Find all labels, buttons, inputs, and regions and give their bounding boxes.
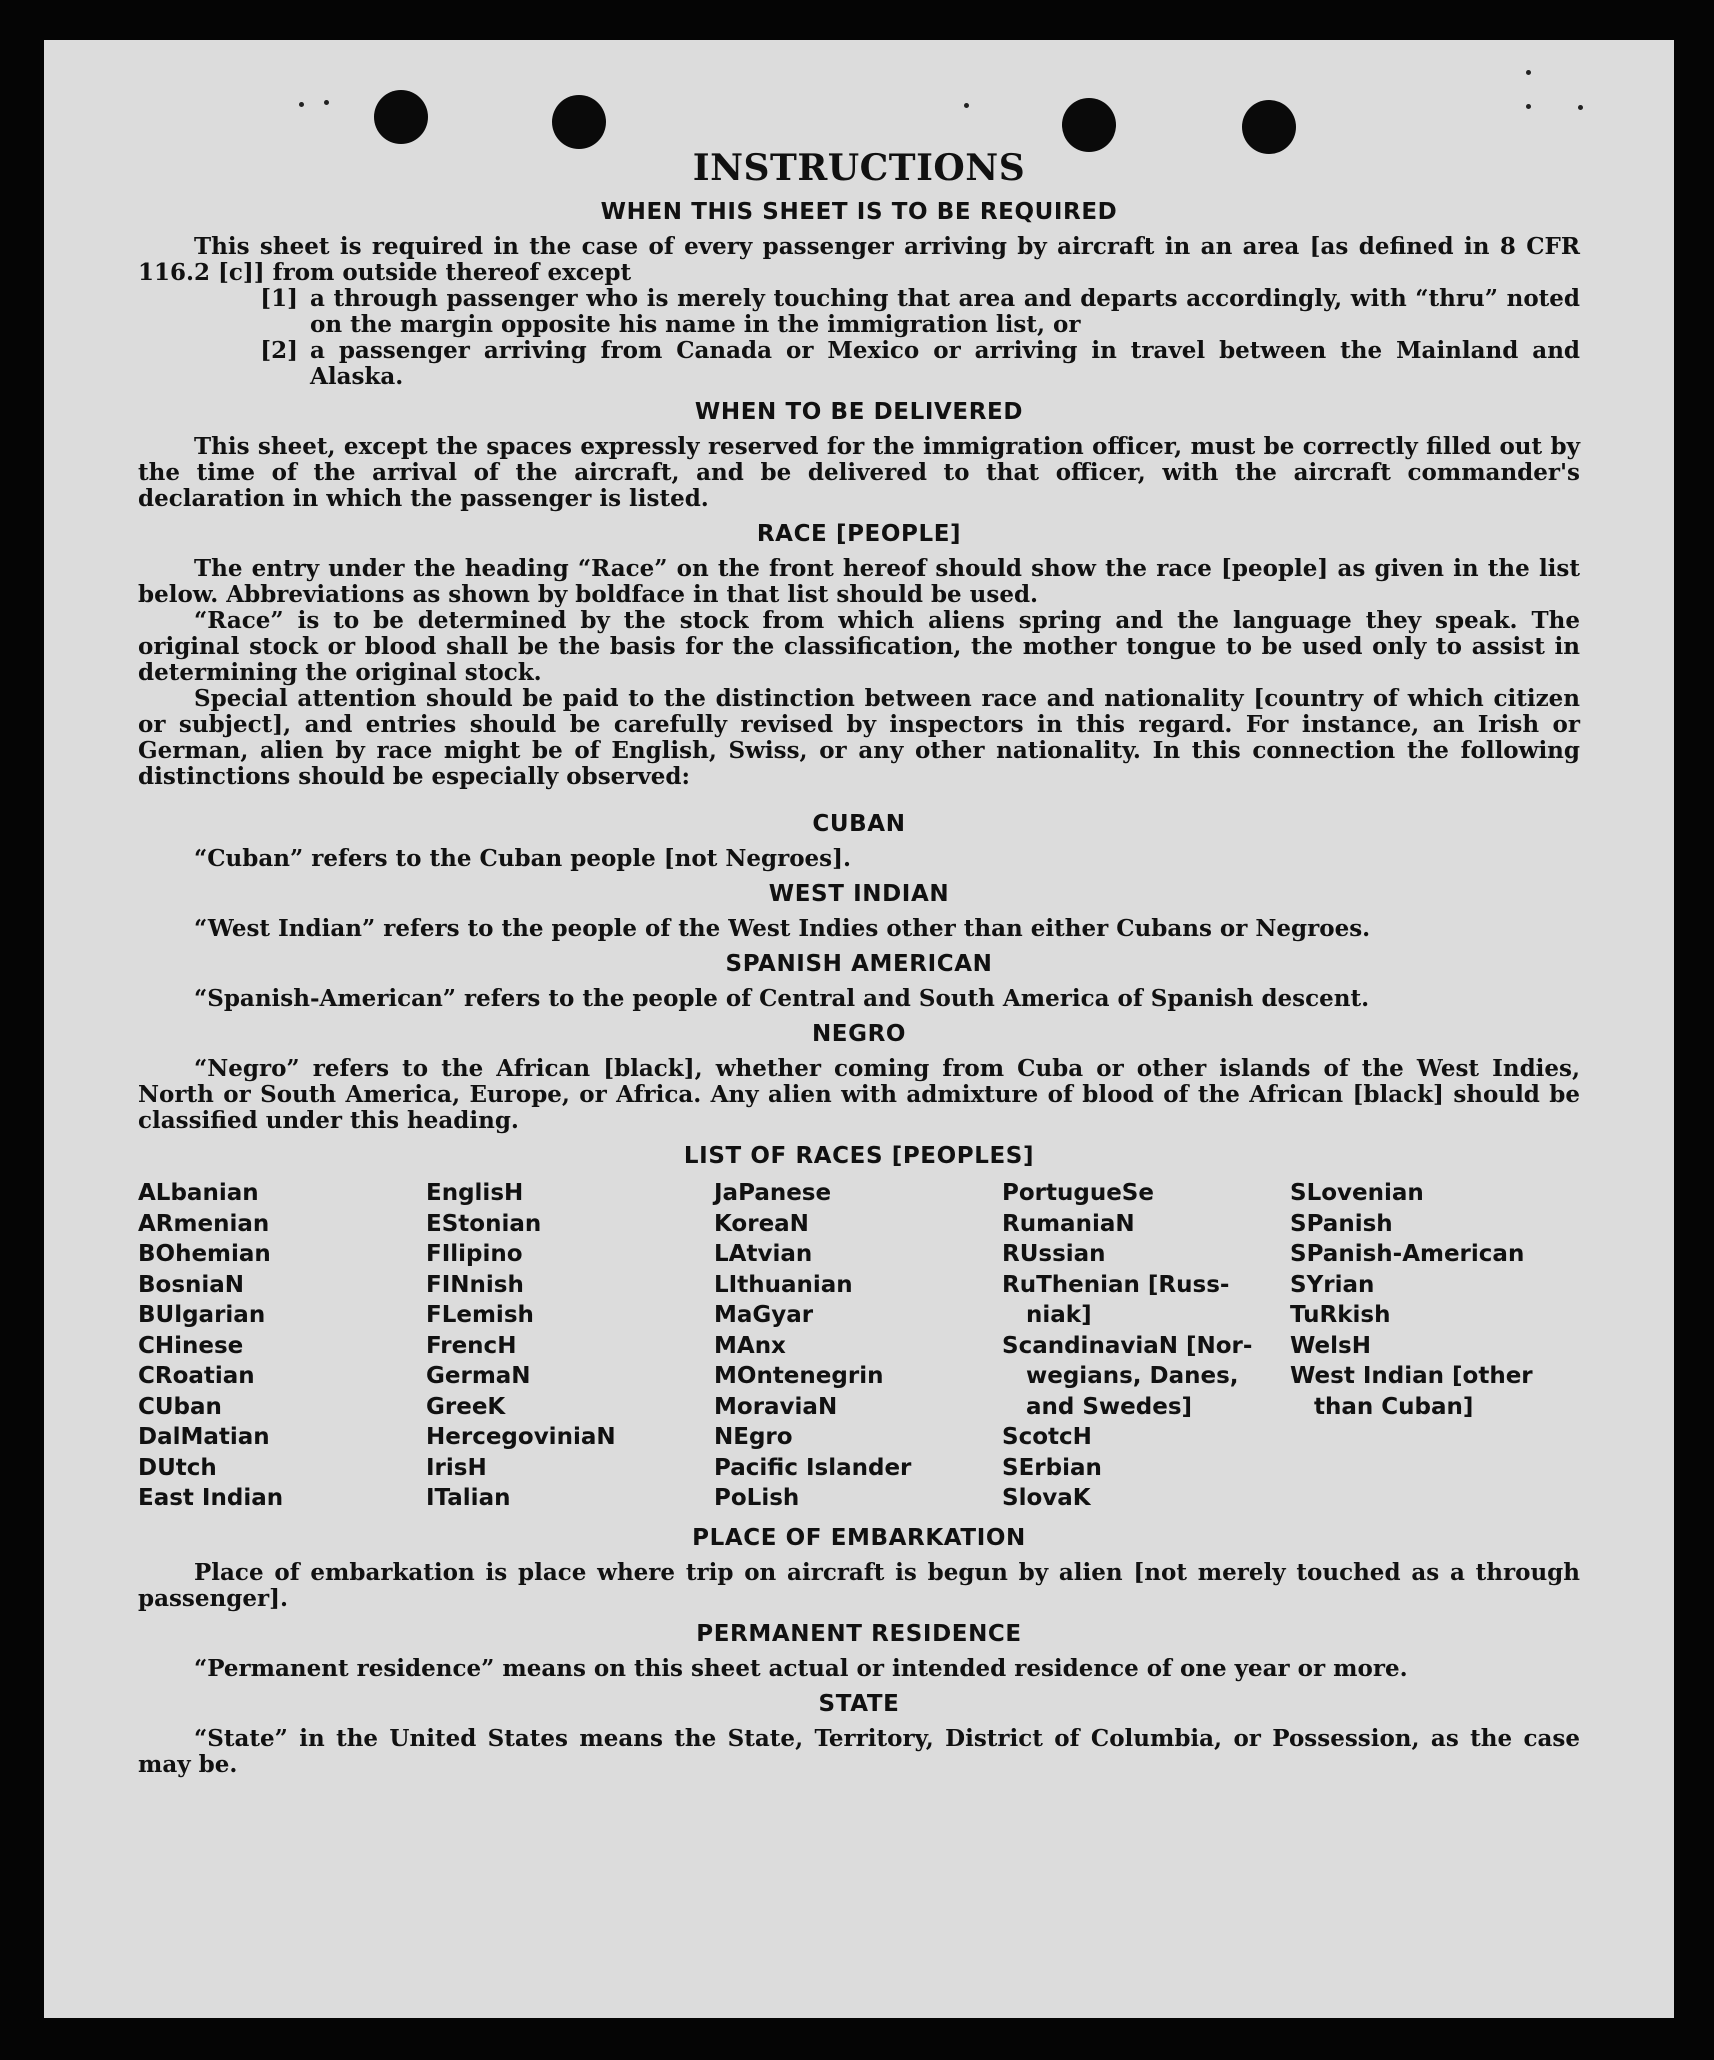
race-entry: ALbanian xyxy=(138,1180,259,1206)
race-entry: TuRkish xyxy=(1290,1302,1391,1328)
race-entry: FIlipino xyxy=(426,1241,523,1267)
speck xyxy=(299,102,304,107)
race-entry: RuThenian [Russ- xyxy=(1002,1271,1230,1298)
race-entry: SlovaK xyxy=(1002,1485,1091,1511)
residence-text: “Permanent residence” means on this sheet actual or intended residence of one year or more. xyxy=(194,1654,1408,1682)
page-title: INSTRUCTIONS xyxy=(692,147,1026,189)
section-heading-embarkation: PLACE OF EMBARKATION xyxy=(692,1524,1026,1551)
race-entry: FLemish xyxy=(426,1302,534,1328)
race-entry: CRoatian xyxy=(138,1363,255,1389)
race-entry: East Indian xyxy=(138,1485,284,1511)
race-entry: BUlgarian xyxy=(138,1302,266,1328)
section-heading-cuban: CUBAN xyxy=(812,811,906,837)
race-entry: IrisH xyxy=(426,1454,487,1481)
item-number: [1] xyxy=(260,285,298,312)
race-column xyxy=(714,1178,1002,1514)
race-column xyxy=(138,1178,426,1514)
race-entry: MOntenegrin xyxy=(714,1363,884,1389)
required-intro: This sheet is required in the case of every passenger arriving by aircraft in an area [as defined in 8 CFR 116.2 [c]] from outside thereof except xyxy=(138,233,1580,286)
required-item xyxy=(138,286,1580,338)
race-entry: MoraviaN xyxy=(714,1393,838,1420)
race-column xyxy=(1002,1178,1290,1514)
speck xyxy=(1526,70,1531,75)
section-heading-state: STATE xyxy=(818,1690,900,1717)
race-paragraph-1: The entry under the heading “Race” on the front hereof should show the race [people] as given in the list below. Abbreviations as shown by boldface in that list should be used. xyxy=(138,555,1580,608)
race-entry: BOhemian xyxy=(138,1241,271,1267)
speck xyxy=(1578,105,1583,110)
west-indian-text: “West Indian” refers to the people of the West Indies other than either Cubans or Negroes. xyxy=(194,915,1371,942)
spanish-american-text: “Spanish-American” refers to the people of Central and South America of Spanish descent. xyxy=(194,985,1370,1012)
race-entry: MaGyar xyxy=(714,1302,814,1328)
race-entry: PoLish xyxy=(714,1485,800,1511)
race-paragraph-3: Special attention should be paid to the distinction between race and nationality [country of which citizen or subject], and entries should be carefully revised by inspectors in this regard. For instance, an Irish or German, alien by race might be of English, Swiss, or any other nationality. In this connection the following distinctions should be especially observed: xyxy=(138,685,1580,790)
race-entry: DUtch xyxy=(138,1454,217,1481)
race-entry: and Swedes] xyxy=(1026,1393,1193,1420)
race-entry: CUban xyxy=(138,1393,222,1420)
section-heading-delivered: WHEN TO BE DELIVERED xyxy=(694,399,1024,425)
item-number: [2] xyxy=(260,337,298,364)
race-entry: BosniaN xyxy=(138,1271,245,1298)
section-heading-race: RACE [PEOPLE] xyxy=(756,521,962,547)
race-entry: EnglisH xyxy=(426,1180,524,1206)
race-entry: than Cuban] xyxy=(1314,1393,1474,1420)
section-heading-negro: NEGRO xyxy=(811,1021,907,1047)
race-entry: niak] xyxy=(1026,1302,1092,1328)
race-column xyxy=(426,1178,714,1514)
race-entry: Pacific Islander xyxy=(714,1454,912,1481)
race-entry: SPanish xyxy=(1290,1210,1393,1237)
race-list xyxy=(138,1178,1580,1514)
race-entry: CHinese xyxy=(138,1332,244,1359)
speck xyxy=(964,103,969,108)
section-heading-spanish-american: SPANISH AMERICAN xyxy=(725,951,993,977)
punch-hole xyxy=(1062,98,1116,152)
cuban-text: “Cuban” refers to the Cuban people [not Negroes]. xyxy=(194,845,852,872)
race-entry: SErbian xyxy=(1002,1454,1102,1481)
race-entry: ARmenian xyxy=(138,1210,270,1237)
item-text: a through passenger who is merely touching that area and departs accordingly, with “thru” noted on the margin opposite his name in the immigration list, or xyxy=(310,285,1580,338)
race-entry: NEgro xyxy=(714,1424,793,1450)
race-entry: wegians, Danes, xyxy=(1026,1363,1239,1389)
race-entry: ScandinaviaN [Nor- xyxy=(1002,1332,1253,1359)
race-entry: MAnx xyxy=(714,1332,786,1359)
race-entry: WelsH xyxy=(1290,1332,1371,1359)
race-entry: RumaniaN xyxy=(1002,1210,1135,1237)
race-entry: FrencH xyxy=(426,1332,517,1359)
race-entry: LAtvian xyxy=(714,1241,813,1267)
document-page xyxy=(44,40,1674,2018)
race-column xyxy=(1290,1178,1578,1514)
race-entry: SLovenian xyxy=(1290,1180,1424,1206)
race-entry: West Indian [other xyxy=(1290,1363,1533,1389)
negro-text: “Negro” refers to the African [black], whether coming from Cuba or other islands of the West Indies, North or South America, Europe, or Africa. Any alien with admixture of blood of the African [black] should be classified under this heading. xyxy=(138,1055,1580,1134)
race-entry: PortugueSe xyxy=(1002,1180,1154,1206)
embarkation-text: Place of embarkation is place where trip on aircraft is begun by alien [not merely touched as a through passenger]. xyxy=(138,1558,1580,1612)
required-item xyxy=(138,338,1580,390)
race-entry: ScotcH xyxy=(1002,1424,1092,1450)
race-entry: RUssian xyxy=(1002,1241,1106,1267)
race-entry: KoreaN xyxy=(714,1210,809,1237)
punch-hole xyxy=(552,95,606,149)
race-entry: GermaN xyxy=(426,1363,531,1389)
race-entry: SYrian xyxy=(1290,1271,1375,1298)
delivered-text: This sheet, except the spaces expressly reserved for the immigration officer, must be correctly filled out by the time of the arrival of the aircraft, and be delivered to that officer, with the aircraft commander's declaration in which the passenger is listed. xyxy=(138,433,1580,512)
instructions-content xyxy=(138,146,1580,1778)
punch-hole xyxy=(374,90,428,144)
race-entry: ITalian xyxy=(426,1485,511,1511)
section-heading-west-indian: WEST INDIAN xyxy=(768,881,950,907)
section-heading-list-of-races: LIST OF RACES [PEOPLES] xyxy=(683,1143,1035,1169)
item-text: a passenger arriving from Canada or Mexico or arriving in travel between the Mainland and Alaska. xyxy=(310,337,1580,390)
race-entry: DalMatian xyxy=(138,1424,270,1450)
speck xyxy=(324,100,329,105)
speck xyxy=(1526,104,1531,109)
race-paragraph-2: “Race” is to be determined by the stock from which aliens spring and the language they speak. The original stock or blood shall be the basis for the classification, the mother tongue to be used only to assist in determining the original stock. xyxy=(138,607,1580,686)
race-entry: GreeK xyxy=(426,1393,506,1420)
section-heading-required: WHEN THIS SHEET IS TO BE REQUIRED xyxy=(600,199,1118,225)
race-entry: JaPanese xyxy=(714,1180,832,1206)
race-entry: LIthuanian xyxy=(714,1271,853,1298)
race-entry: FINnish xyxy=(426,1271,524,1298)
race-entry: EStonian xyxy=(426,1210,542,1237)
race-entry: SPanish-American xyxy=(1290,1241,1525,1267)
race-entry: HercegoviniaN xyxy=(426,1424,616,1450)
section-heading-residence: PERMANENT RESIDENCE xyxy=(696,1620,1022,1647)
state-text: “State” in the United States means the State, Territory, District of Columbia, or Possession, as the case may be. xyxy=(138,1724,1580,1778)
